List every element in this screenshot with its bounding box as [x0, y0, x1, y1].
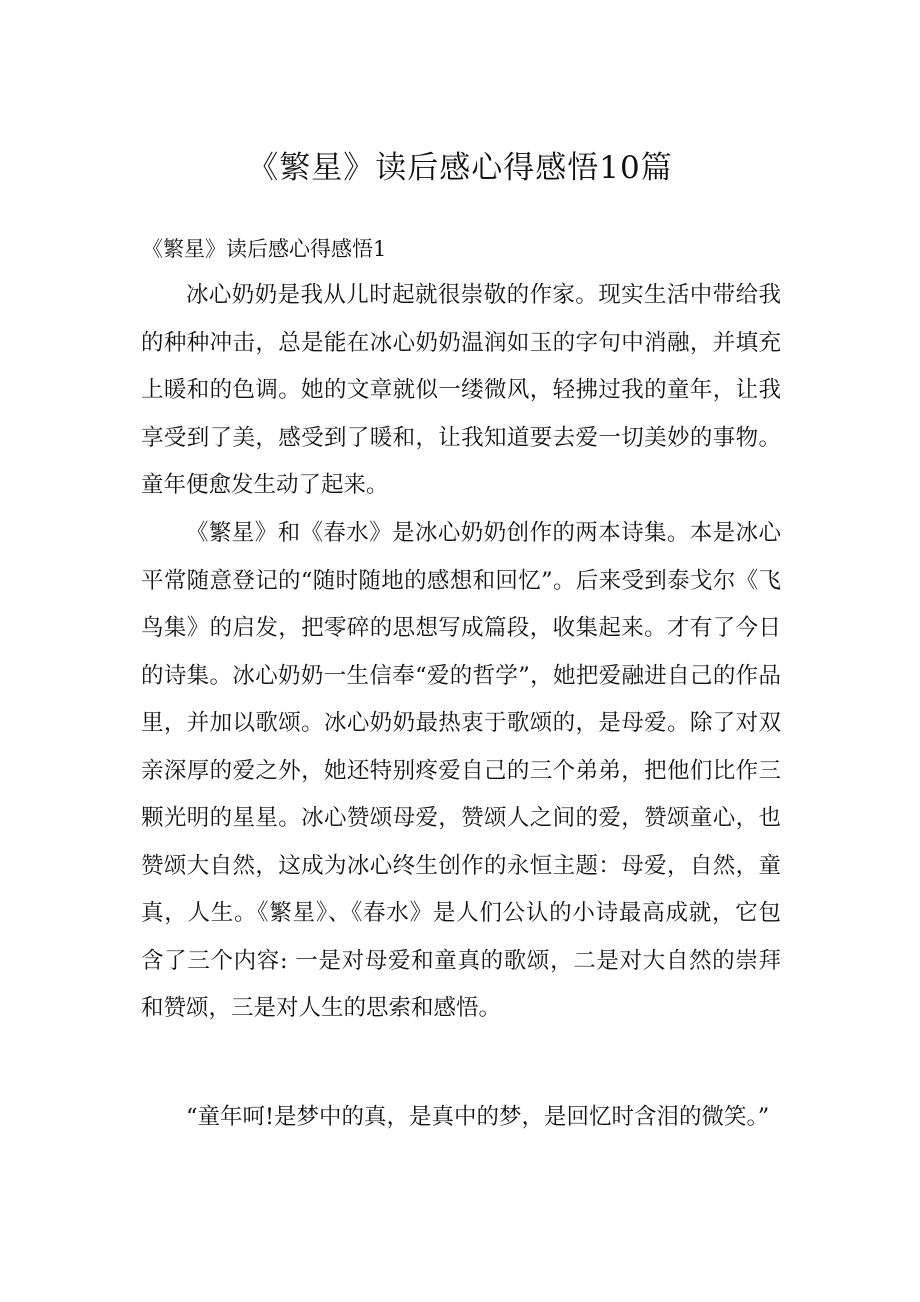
body-paragraph-2: 《繁星》和《春水》是冰心奶奶创作的两本诗集。本是冰心平常随意登记的“随时随地的感想和回忆”。后来受到泰戈尔《飞鸟集》的启发，把零碎的思想写成篇段，收集起来。才有了今日的诗集。冰心奶奶一生信奉“爱的哲学”，她把爱融进自己的作品里，并加以歌颂。冰心奶奶最热衷于歌颂的，是母爱。除了对双亲深厚的爱之外，她还特别疼爱自己的三个弟弟，把他们比作三颗光明的星星。冰心赞颂母爱，赞颂人之间的爱，赞颂童心，也赞颂大自然，这成为冰心终生创作的永恒主题：母爱，自然，童真，人生。《繁星》、《春水》是人们公认的小诗最高成就，它包含了三个内容: 一是对母爱和童真的歌颂，二是对大自然的崇拜和赞颂，三是对人生的思索和感悟。: [141, 520, 781, 1021]
body-paragraph-1: 冰心奶奶是我从儿时起就很崇敬的作家。现实生活中带给我的种种冲击，总是能在冰心奶奶温润如玉的字句中消融，并填充上暖和的色调。她的文章就似一缕微风，轻拂过我的童年，让我享受到了美，感受到了暖和，让我知道要去爱一切美妙的事物。童年便愈发生动了起来。: [141, 282, 781, 498]
body-paragraph-3: “童年呵!是梦中的真，是真中的梦，是回忆时含泪的微笑。”: [186, 1104, 770, 1130]
section-heading: 《繁星》读后感心得感悟1: [142, 237, 387, 261]
document-title: 《繁星》读后感心得感悟10篇: [247, 150, 673, 186]
